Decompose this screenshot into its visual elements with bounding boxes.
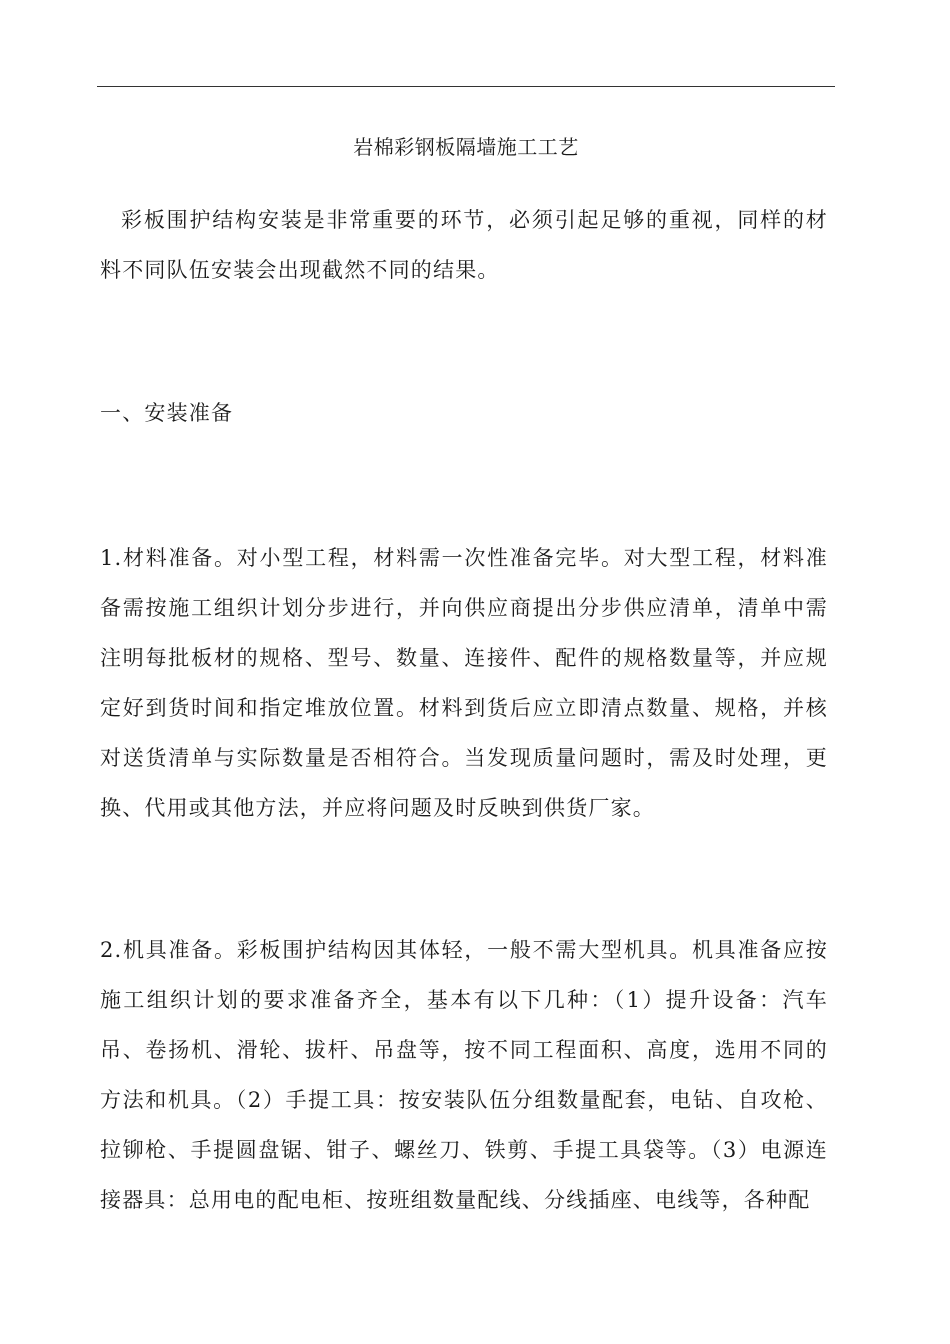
header-rule (97, 86, 835, 87)
intro-paragraph: 彩板围护结构安装是非常重要的环节，必须引起足够的重视，同样的材料不同队伍安装会出现截然不同的结果。 (100, 208, 828, 282)
equipment-preparation-paragraph: 2.机具准备。彩板围护结构因其体轻，一般不需大型机具。机具准备应按施工组织计划的要求准备齐全，基本有以下几种：（1）提升设备：汽车吊、卷扬机、滑轮、拔杆、吊盘等，按不同工程面积、高度，选用不同的方法和机具。（2）手提工具：按安装队伍分组数量配套，电钻、自攻枪、拉铆枪、手提圆盘锯、钳子、螺丝刀、铁剪、手提工具袋等。（3）电源连接器具：总用电的配电柜、按班组数量配线、分线插座、电线等，各种配 (100, 938, 828, 1212)
material-preparation-paragraph: 1.材料准备。对小型工程，材料需一次性准备完毕。对大型工程，材料准备需按施工组织计划分步进行，并向供应商提出分步供应清单，清单中需注明每批板材的规格、型号、数量、连接件、配件的规格数量等，并应规定好到货时间和指定堆放位置。材料到货后应立即清点数量、规格，并核对送货清单与实际数量是否相符合。当发现质量问题时，需及时处理，更换、代用或其他方法，并应将问题及时反映到供货厂家。 (100, 546, 828, 820)
document-title: 岩棉彩钢板隔墙施工工艺 (353, 135, 579, 159)
section-heading: 一、安装准备 (100, 401, 234, 425)
